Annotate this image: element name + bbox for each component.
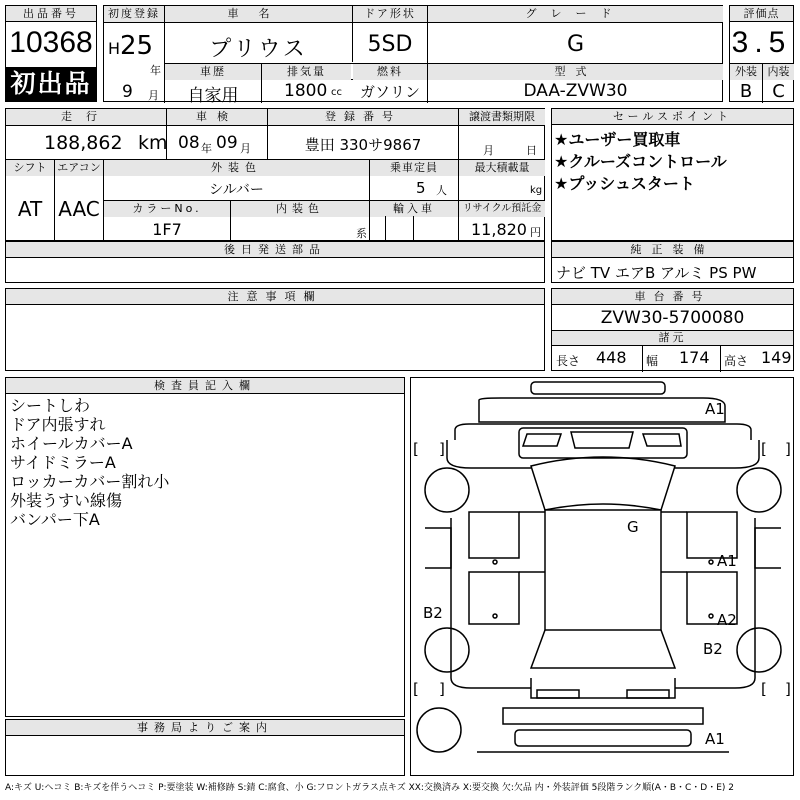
mileage-value: 188,862: [44, 132, 123, 154]
inspection-year: 08: [178, 133, 200, 153]
history-label: 車歴: [165, 64, 261, 80]
mileage-label: 走行: [6, 109, 166, 125]
color-no-label: カラーNo.: [104, 201, 230, 217]
transfer-label: 譲渡書類期限: [459, 109, 545, 125]
lot-box: [5, 5, 97, 102]
aircon-label: エアコン: [55, 160, 103, 176]
door-label: ドア形状: [353, 6, 427, 22]
model-value: DAA-ZVW30: [523, 81, 628, 101]
mark-front-bumper: A1: [705, 400, 725, 418]
height-label: 高さ: [724, 354, 749, 368]
score-box: [729, 5, 794, 102]
exterior-label: 外装: [730, 64, 762, 80]
bracket-right-rear-close: ]: [785, 680, 791, 698]
inspector-line: シートしわ: [10, 396, 91, 415]
bracket-left-front: [: [413, 440, 419, 458]
first-reg-month-unit: 月: [148, 89, 159, 102]
first-reg-year: 25: [120, 31, 154, 61]
detail-grid: [5, 108, 545, 241]
interior-label: 内装: [763, 64, 794, 80]
car-name-label: 車名: [165, 6, 352, 22]
mark-right-rear-door: A2: [717, 611, 737, 629]
length-value: 448: [596, 348, 627, 367]
sales-points-box: [551, 108, 794, 241]
lot-number: 10368: [9, 26, 93, 59]
bracket-right-rear: [: [761, 680, 767, 698]
info-grid: [103, 5, 723, 106]
height-value: 149: [761, 348, 792, 367]
inspector-line: ホイールカバーA: [10, 434, 133, 453]
recycle-label: リサイクル預託金: [459, 201, 545, 217]
inspector-line: 外装うすい線傷: [10, 491, 123, 510]
lot-label: 出品番号: [6, 6, 96, 22]
mark-right-rear-fender: B2: [703, 640, 723, 658]
sales-point-item: ★クルーズコントロール: [554, 152, 727, 171]
capacity-value: 5: [416, 179, 426, 197]
inspection-month: 09: [216, 133, 238, 153]
grade-value: G: [566, 32, 585, 57]
mark-rear-bumper: A1: [705, 730, 725, 748]
grade-label: グレード: [428, 6, 723, 22]
length-label: 長さ: [556, 354, 581, 368]
sales-point-item: ★プッシュスタート: [554, 174, 695, 193]
inspector-line: ドア内張すれ: [10, 415, 106, 434]
sales-points-label: セールスポイント: [552, 109, 793, 125]
aircon-value: AAC: [58, 197, 100, 221]
later-parts-box: [5, 241, 545, 283]
later-parts-label: 後日発送部品: [6, 242, 544, 258]
mark-roof: G: [627, 518, 639, 536]
car-name-value: プリウス: [209, 37, 308, 62]
inspector-list: [10, 396, 169, 529]
displacement-unit: cc: [331, 87, 342, 98]
interior-score: C: [772, 81, 785, 102]
genuine-equipment-label: 純正装備: [552, 242, 793, 258]
genuine-equipment-box: [551, 241, 794, 283]
mileage-unit: km: [138, 132, 168, 154]
exterior-color-label: 外装色: [104, 160, 369, 176]
inspection-year-unit: 年: [201, 142, 212, 155]
registration-label: 登録番号: [268, 109, 458, 125]
genuine-equipment-value: ナビ TV エアB アルミ PS PW: [556, 264, 757, 282]
notes-box: [5, 288, 545, 371]
capacity-label: 乗車定員: [370, 160, 458, 176]
office-box: [5, 719, 405, 776]
bracket-right-front: [: [761, 440, 767, 458]
legend: A:キズ U:ヘコミ B:キズを伴うヘコミ P:要塗装 W:補修跡 S:錆 C:腐食、小 G:フロントガラス点キズ XX:交換済み X:要交換 欠:欠品 内・外装評価 5段階ランク順(A・B・C・D・E) 2: [5, 783, 735, 793]
model-label: 型式: [428, 64, 723, 80]
registration-value: 豊田 330サ9867: [304, 136, 422, 154]
first-reg-label: 初度登録: [104, 6, 164, 22]
width-value: 174: [679, 348, 710, 367]
mark-right-front-door: A1: [717, 552, 737, 570]
first-reg-era: H: [108, 39, 121, 58]
bracket-left-front-close: ]: [439, 440, 445, 458]
mark-left-rocker: B2: [423, 604, 443, 622]
inspector-line: ロッカーカバー割れ小: [10, 472, 170, 491]
bracket-left-rear-close: ]: [439, 680, 445, 698]
exterior-color-value: シルバー: [209, 182, 264, 198]
history-value: 自家用: [187, 86, 239, 106]
shift-value: AT: [17, 197, 43, 221]
notes-label: 注意事項欄: [6, 289, 544, 305]
color-no-value: 1F7: [152, 220, 182, 239]
car-outline: [411, 378, 795, 777]
chassis-value: ZVW30-5700080: [600, 308, 745, 328]
car-diagram: [410, 377, 794, 776]
bracket-left-rear: [: [413, 680, 419, 698]
sales-points-list: [554, 129, 727, 195]
inspection-month-unit: 月: [240, 142, 251, 155]
transfer-day-unit: 日: [526, 144, 537, 157]
inspector-line: サイドミラーA: [10, 453, 116, 472]
door-value: 5SD: [367, 32, 413, 57]
displacement-label: 排気量: [262, 64, 351, 80]
recycle-value: 11,820: [471, 220, 527, 239]
sales-point-item: ★ユーザー買取車: [554, 130, 681, 149]
score-label: 評価点: [730, 6, 793, 22]
chassis-box: [551, 288, 794, 371]
office-label: 事務局よりご案内: [6, 720, 404, 736]
dimensions-label: 諸元: [552, 331, 793, 345]
interior-color-unit: 系: [356, 227, 367, 240]
fuel-value: ガソリン: [359, 83, 420, 101]
bracket-right-front-close: ]: [785, 440, 791, 458]
max-load-unit: kg: [530, 185, 543, 196]
inspector-box: [5, 377, 405, 717]
exterior-score: B: [739, 81, 753, 102]
fuel-label: 燃料: [353, 64, 427, 80]
capacity-unit: 人: [436, 184, 447, 197]
inspector-line: バンパー下A: [10, 510, 100, 529]
shift-label: シフト: [6, 160, 54, 176]
first-listing-badge: 初出品: [6, 67, 96, 101]
displacement-value: 1800: [284, 81, 328, 101]
first-reg-year-unit: 年: [150, 64, 161, 77]
chassis-label: 車台番号: [552, 289, 793, 305]
recycle-unit: 円: [530, 226, 541, 239]
first-reg-month: 9: [122, 82, 133, 102]
score-value: 3.5: [731, 26, 792, 59]
transfer-month-unit: 月: [483, 144, 494, 157]
width-label: 幅: [646, 354, 659, 368]
interior-color-label: 内装色: [231, 201, 369, 217]
max-load-label: 最大積載量: [459, 160, 545, 176]
inspection-label: 車検: [167, 109, 267, 125]
import-label: 輸入車: [370, 201, 458, 217]
inspector-label: 検査員記入欄: [6, 378, 404, 394]
